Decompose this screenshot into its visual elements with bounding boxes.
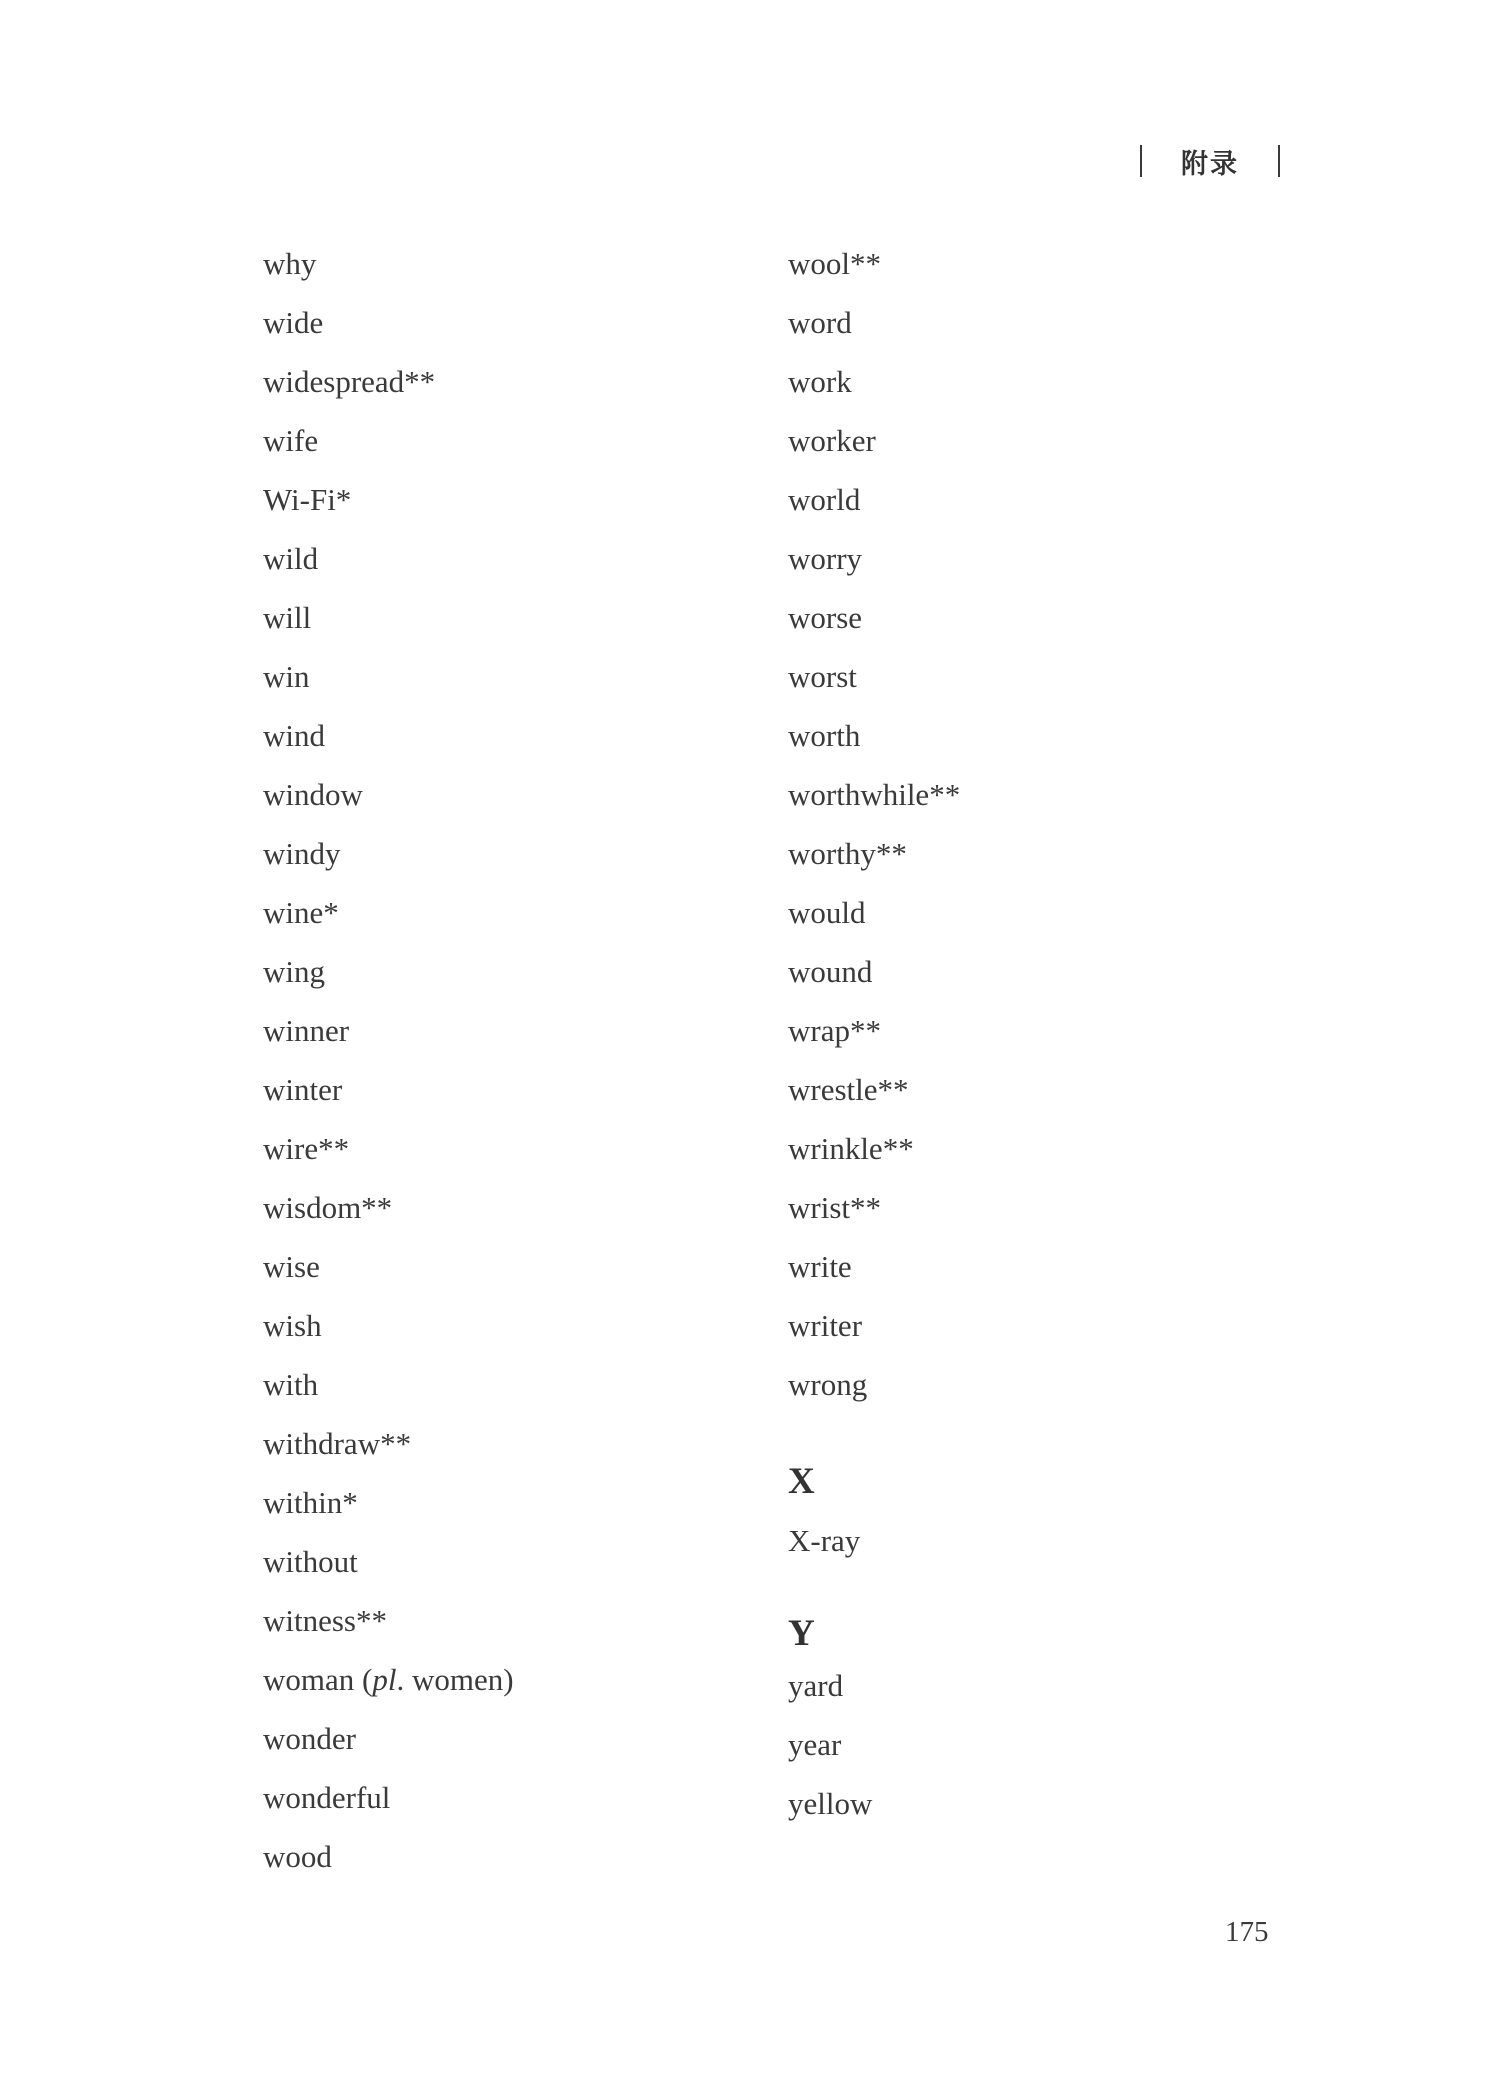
word-entry: wrist** — [788, 1190, 881, 1225]
word-entry: year — [788, 1727, 842, 1762]
header-left-rule — [1140, 145, 1142, 177]
word-entry: worthy** — [788, 836, 907, 871]
word-entry: wisdom** — [263, 1190, 393, 1225]
word-entry: will — [263, 600, 312, 635]
word-entry: Wi-Fi* — [263, 482, 352, 517]
header-title: 附录 — [1181, 148, 1239, 180]
section-heading-y: Y — [788, 1613, 815, 1654]
word-entry: win — [263, 659, 310, 694]
word-entry: yard — [788, 1668, 844, 1703]
word-entry: wound — [788, 954, 873, 989]
word-entry: window — [263, 777, 363, 812]
page-number: 175 — [1225, 1916, 1269, 1948]
word-entry-woman — [263, 1660, 514, 1719]
word-entry: wonder — [263, 1721, 356, 1756]
running-header — [1140, 140, 1280, 182]
word-entry: wrong — [788, 1367, 868, 1402]
word-entry: wrap** — [788, 1013, 881, 1048]
word-entry: wild — [263, 541, 319, 576]
section-heading-x: X — [788, 1461, 815, 1502]
word-entry: wrestle** — [788, 1072, 909, 1107]
word-entry: work — [788, 364, 852, 399]
word-entry: windy — [263, 836, 341, 871]
word-entry: wonderful — [263, 1780, 391, 1815]
word-entry: X-ray — [788, 1523, 861, 1558]
word-entry: world — [788, 482, 861, 517]
word-entry: wise — [263, 1249, 320, 1284]
word-entry: word — [788, 305, 852, 340]
word-entry: within* — [263, 1485, 358, 1520]
word-entry: wind — [263, 718, 325, 753]
word-entry: wish — [263, 1308, 322, 1343]
word-entry: wing — [263, 954, 325, 989]
word-entry: winner — [263, 1013, 350, 1048]
word-entry: wide — [263, 305, 324, 340]
word-entry: why — [263, 246, 317, 281]
word-entry: worker — [788, 423, 876, 458]
word-entry: wire** — [263, 1131, 350, 1166]
plural-abbreviation: pl — [372, 1662, 397, 1697]
word-entry: withdraw** — [263, 1426, 412, 1461]
word-list-left-column — [263, 244, 514, 1896]
woman-word: woman — [263, 1662, 355, 1697]
word-entry: wood — [263, 1839, 332, 1874]
word-entry: worth — [788, 718, 861, 753]
header-right-rule — [1278, 145, 1280, 177]
woman-open-paren: ( — [354, 1662, 373, 1697]
word-list-right-column — [788, 244, 960, 1843]
word-entry: would — [788, 895, 866, 930]
word-entry: writer — [788, 1308, 863, 1343]
word-entry: yellow — [788, 1786, 873, 1821]
word-entry: wool** — [788, 246, 881, 281]
word-entry: worse — [788, 600, 863, 635]
word-entry: wife — [263, 423, 319, 458]
word-entry: worst — [788, 659, 857, 694]
word-entry: witness** — [263, 1603, 387, 1638]
word-entry: worry — [788, 541, 863, 576]
word-entry: winter — [263, 1072, 343, 1107]
word-entry: worthwhile** — [788, 777, 961, 812]
word-entry: write — [788, 1249, 852, 1284]
word-entry: wine* — [263, 895, 339, 930]
word-entry: with — [263, 1367, 319, 1402]
word-entry: wrinkle** — [788, 1131, 914, 1166]
woman-plural-form: . women) — [396, 1662, 514, 1697]
word-entry: without — [263, 1544, 358, 1579]
word-entry: widespread** — [263, 364, 436, 399]
